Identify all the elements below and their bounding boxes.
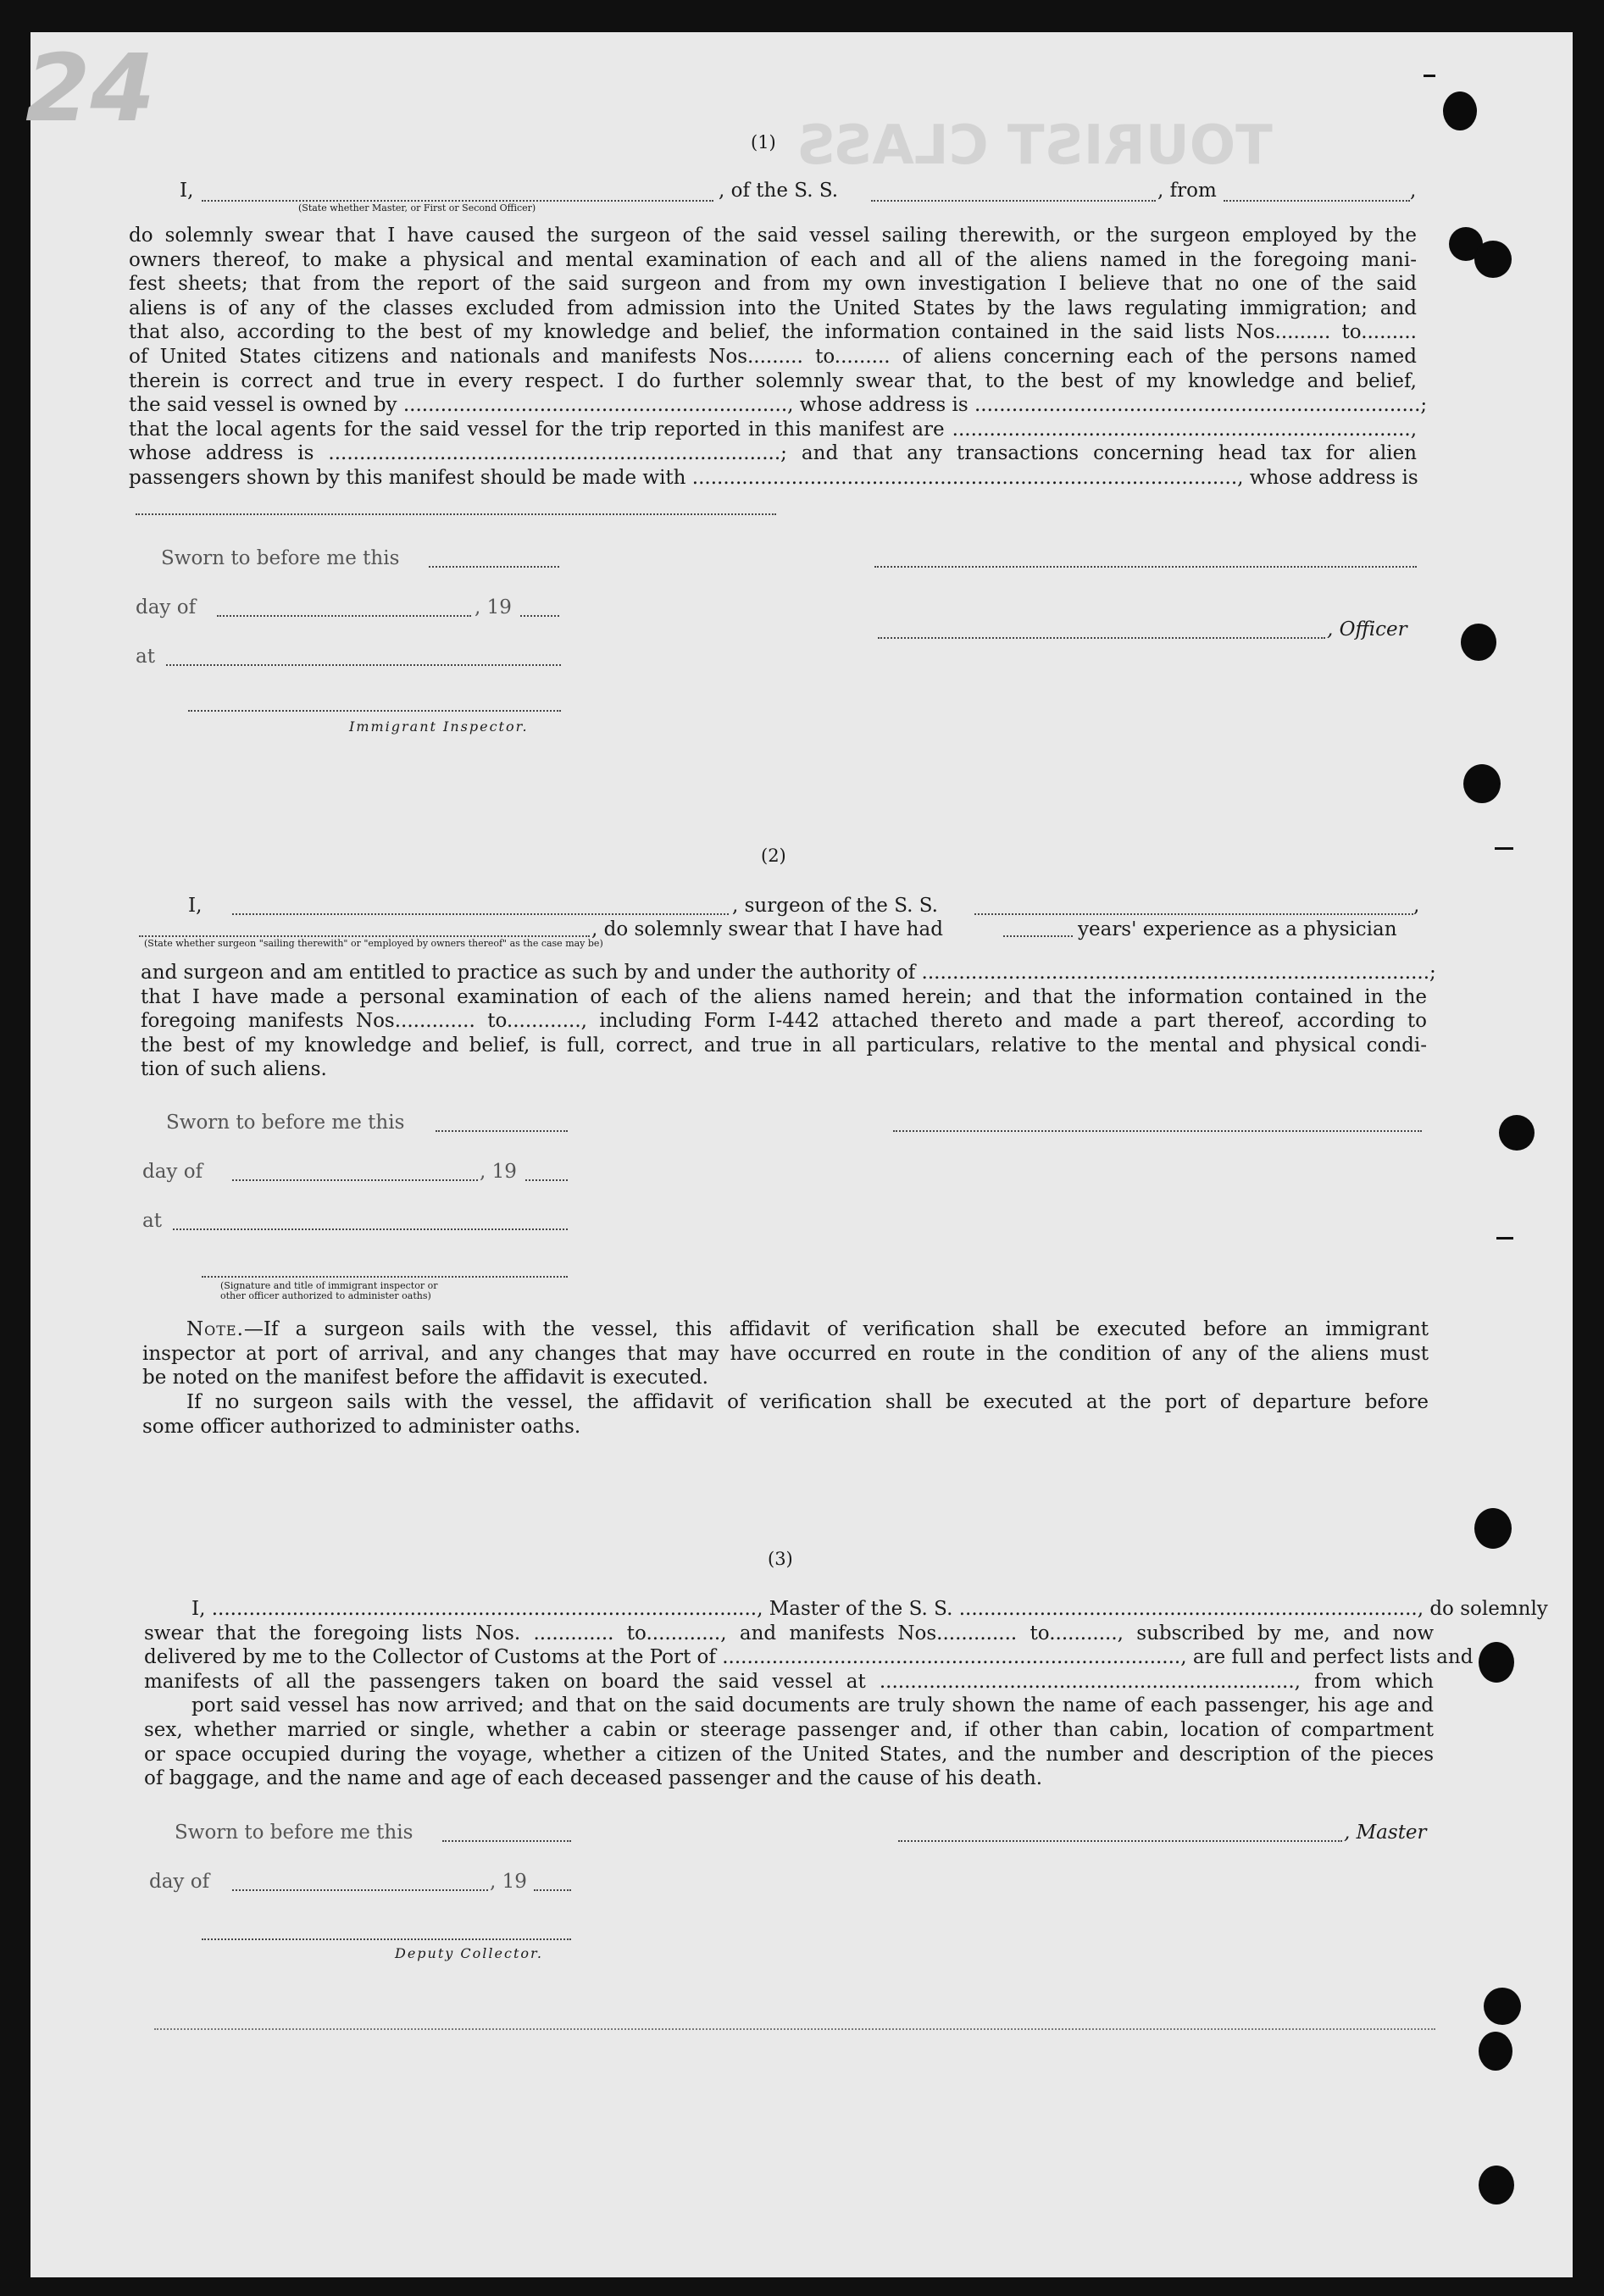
s2-signature-field[interactable] (893, 1130, 1422, 1132)
s3-line: port said vessel has now arrived; and that on the said documents are truly shown the name of each passenger, his age and (191, 1694, 1434, 1717)
s1-line: therein is correct and true in every respect. I do further solemnly swear that, to the best of my knowledge and belief, (129, 369, 1417, 392)
s1-head-from: , from (1157, 180, 1217, 202)
s3-year-label: , 19 (490, 1871, 527, 1893)
s2-day-label: day of (142, 1161, 203, 1183)
s2-line: and surgeon and am entitled to practice as such by and under the authority of ..................................................................................; (141, 962, 1436, 984)
s1-line: fest sheets; that from the report of the said surgeon and from my own investigation I believe that no one of the said (129, 273, 1417, 296)
s1-officer-signature-field[interactable] (878, 637, 1325, 639)
s1-from-port-field[interactable] (1224, 200, 1410, 202)
s2-head-surgeon: , surgeon of the S. S. (732, 895, 938, 917)
s1-day-field[interactable] (217, 615, 471, 617)
s2-line: that I have made a personal examination of each of the aliens named herein; and that the information contained in the (141, 985, 1427, 1008)
s2-affidavit-text (141, 961, 1436, 1082)
s2-note-line: If no surgeon sails with the vessel, the affidavit of verification shall be executed at the port of departure before (186, 1391, 1429, 1413)
s2-signature-note: other officer authorized to administer oaths) (220, 1290, 431, 1301)
s3-line: or space occupied during the voyage, whether a citizen of the United States, and the number and description of the pieces (144, 1743, 1434, 1766)
s2-note-line: some officer authorized to administer oaths. (142, 1415, 581, 1438)
s1-line: that also, according to the best of my knowledge and belief, the information contained in the said lists Nos......... to......... (129, 321, 1417, 344)
punch-hole (1484, 1988, 1521, 2025)
s1-line: aliens is of any of the classes excluded from admission into the United States by the laws regulating immigration; and (129, 297, 1417, 319)
s2-line2-experience: years' experience as a physician (1078, 918, 1397, 940)
punch-hole (1479, 2032, 1512, 2071)
edge-mark (1495, 847, 1513, 850)
s1-head-I: I, (180, 180, 194, 202)
s3-master-label: , Master (1344, 1822, 1427, 1844)
s1-inspector-signature-field[interactable] (188, 710, 561, 712)
punch-hole (1479, 1642, 1514, 1683)
s2-year-field[interactable] (525, 1179, 568, 1181)
s1-ship-name-field[interactable] (871, 200, 1156, 202)
s2-line: tion of such aliens. (141, 1058, 327, 1081)
s1-signature-field[interactable] (874, 566, 1417, 568)
s3-line: swear that the foregoing lists Nos. ............. to............, and manifests Nos............. to..........., subscribed by me, and now (144, 1622, 1434, 1644)
s1-line: of United States citizens and nationals and manifests Nos......... to......... of aliens concerning each of the persons named (129, 345, 1417, 368)
s1-line: do solemnly swear that I have caused the surgeon of the said vessel sailing therewith, or the surgeon employed by the (129, 225, 1417, 247)
s2-head-I: I, (188, 895, 203, 917)
s2-ship-name-field[interactable] (974, 913, 1413, 915)
s3-master-signature-field[interactable] (898, 1840, 1342, 1842)
s1-at-label: at (136, 646, 155, 668)
s1-head-comma: , (1410, 180, 1417, 202)
s1-affidavit-text (129, 224, 1428, 491)
s2-note-2 (142, 1390, 1429, 1439)
s2-inspector-signature-field[interactable] (202, 1276, 568, 1278)
s2-surgeon-name-field[interactable] (232, 913, 729, 915)
punch-hole (1474, 241, 1512, 278)
s1-address-field[interactable] (136, 513, 776, 515)
s3-day-label: day of (149, 1871, 210, 1893)
s3-line: of baggage, and the name and age of each deceased passenger and the cause of his death. (144, 1767, 1043, 1790)
s1-line: the said vessel is owned by .............................................................., whose address is ........................................................................; (129, 394, 1428, 417)
s3-year-field[interactable] (534, 1889, 571, 1891)
s1-head-ship: , of the S. S. (719, 180, 839, 202)
s2-at-field[interactable] (173, 1228, 568, 1230)
section-1-number: (1) (751, 132, 776, 153)
s3-line: I, ........................................................................................, Master of the S. S. .........................................................................., do solemnly (191, 1598, 1548, 1620)
edge-mark (1496, 1237, 1513, 1240)
s2-day-field[interactable] (232, 1179, 478, 1181)
section-3-number: (3) (768, 1549, 793, 1569)
s2-sworn-date-field[interactable] (436, 1130, 568, 1132)
s2-signature-note: (Signature and title of immigrant inspector or (220, 1280, 438, 1291)
s2-note (142, 1317, 1429, 1390)
punch-hole (1443, 92, 1477, 130)
s1-officer-label: , Officer (1327, 618, 1407, 641)
stamp-number: 24 (25, 34, 156, 142)
s1-line: whose address is .........................................................................; and that any transactions concerning head tax for alien (129, 442, 1417, 465)
punch-hole (1479, 2166, 1514, 2204)
note-text: —If a surgeon sails with the vessel, this affidavit of verification shall be executed before an immigrant (243, 1318, 1429, 1340)
s2-note-line: be noted on the manifest before the affidavit is executed. (142, 1367, 708, 1389)
punch-hole (1474, 1508, 1512, 1549)
s1-line: that the local agents for the said vessel for the trip reported in this manifest are .........................................................................., (129, 418, 1417, 441)
s1-year-field[interactable] (520, 615, 559, 617)
s3-collector-label: Deputy Collector. (395, 1945, 543, 1961)
s2-line: foregoing manifests Nos............. to............, including Form I-442 attached thereto and made a part thereof, according to (141, 1010, 1427, 1033)
s2-at-label: at (142, 1210, 162, 1232)
bottom-rule (154, 2028, 1435, 2030)
s2-note-line (142, 1317, 1429, 1342)
s3-sworn-date-field[interactable] (442, 1840, 571, 1842)
s3-line: sex, whether married or single, whether a cabin or steerage passenger and, if other than cabin, location of compartment (144, 1718, 1434, 1741)
s2-sworn-label: Sworn to before me this (166, 1112, 405, 1134)
s2-status-instruction: (State whether surgeon "sailing therewith" or "employed by owners thereof" as the case may be) (144, 938, 603, 949)
s1-officer-name-field[interactable] (202, 200, 713, 202)
note-label: Note. (186, 1318, 244, 1340)
s1-sworn-date-field[interactable] (429, 566, 559, 568)
s1-sworn-label: Sworn to before me this (161, 547, 400, 569)
s3-collector-signature-field[interactable] (202, 1938, 571, 1940)
s2-status-field[interactable] (139, 935, 590, 937)
s3-day-field[interactable] (232, 1889, 488, 1891)
edge-mark (1424, 75, 1435, 77)
s2-line2-swear: , do solemnly swear that I have had (591, 918, 943, 940)
punch-hole (1499, 1115, 1535, 1151)
s3-affidavit-text (144, 1597, 1548, 1791)
s1-day-label: day of (136, 596, 197, 618)
s2-line: the best of my knowledge and belief, is full, correct, and true in all particulars, relative to the mental and physical condi- (141, 1034, 1427, 1056)
section-2-number: (2) (761, 846, 786, 866)
s1-year-label: , 19 (475, 596, 512, 618)
s1-at-field[interactable] (166, 664, 561, 666)
s3-sworn-label: Sworn to before me this (175, 1822, 413, 1844)
punch-hole (1461, 624, 1496, 661)
header-bleed-through: TOURIST CLASS (796, 114, 1273, 177)
s1-inspector-label: Immigrant Inspector. (349, 718, 529, 735)
punch-hole (1463, 764, 1501, 803)
s3-line: manifests of all the passengers taken on board the said vessel at ..................................................................., from which (144, 1670, 1434, 1693)
s1-line: passengers shown by this manifest should be made with ........................................................................................, whose address is (129, 466, 1418, 489)
s2-years-field[interactable] (1003, 935, 1073, 937)
s2-year-label: , 19 (480, 1161, 517, 1183)
s1-line: owners thereof, to make a physical and mental examination of each and all of the aliens named in the foregoing mani- (129, 248, 1417, 271)
s2-note-line: inspector at port of arrival, and any changes that may have occurred en route in the condition of any of the aliens must (142, 1342, 1429, 1365)
s1-rank-instruction: (State whether Master, or First or Second Officer) (298, 202, 536, 214)
s2-head-comma: , (1413, 895, 1420, 917)
s3-line: delivered by me to the Collector of Customs at the Port of .........................................................................., are full and perfect lists and (144, 1646, 1474, 1669)
